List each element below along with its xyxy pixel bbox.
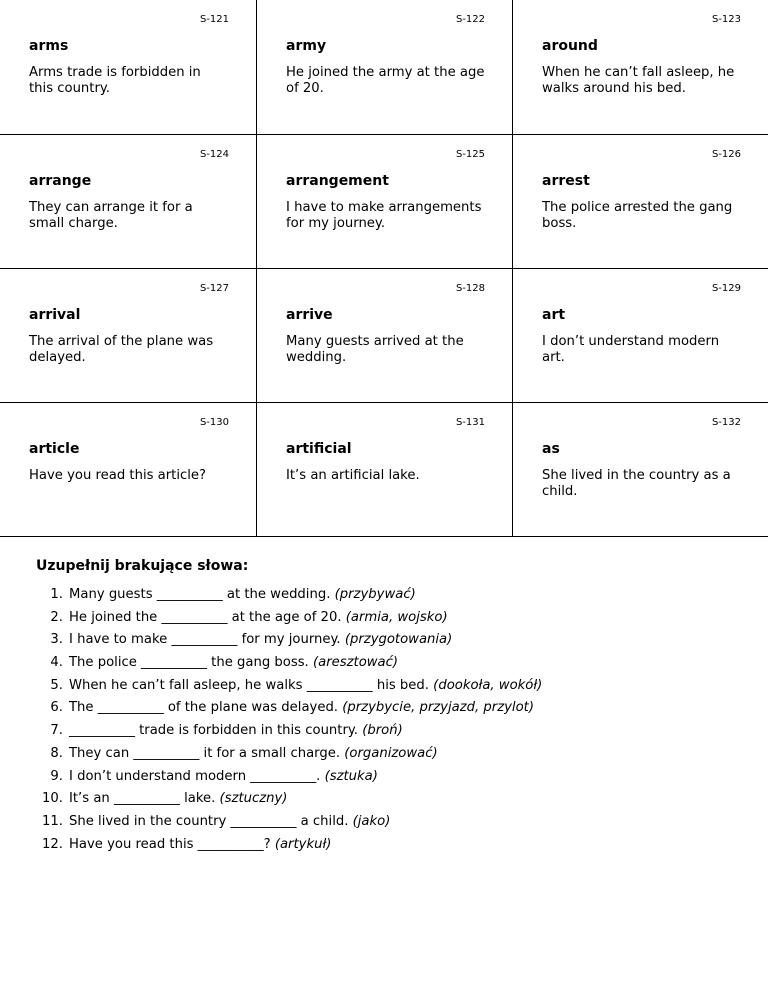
card-word: arms	[29, 38, 69, 54]
item-hint: (jako)	[352, 813, 391, 829]
card-sentence: They can arrange it for a small charge.	[29, 200, 193, 231]
item-hint: (dookoła, wokół)	[433, 677, 543, 693]
item-hint: (artykuł)	[274, 836, 332, 852]
item-number: 1.	[50, 587, 63, 602]
card-word: as	[542, 441, 560, 457]
exercise-item	[0, 678, 768, 701]
card-sentence: When he can’t fall asleep, he walks around his bed.	[542, 65, 735, 96]
card-word: artificial	[286, 441, 352, 457]
item-hint: (przygotowania)	[344, 632, 453, 648]
exercise-item	[0, 746, 768, 769]
card-word: arrival	[29, 307, 81, 323]
card-sentence: He joined the army at the age of 20.	[286, 65, 485, 96]
item-text: Have you read this __________?	[69, 836, 271, 852]
card-word: arrange	[29, 173, 92, 189]
card-sentence: Arms trade is forbidden in this country.	[29, 65, 201, 96]
exercise-item	[0, 610, 768, 633]
item-hint: (broń)	[362, 723, 403, 739]
item-text: The __________ of the plane was delayed.	[69, 700, 339, 716]
flashcard	[0, 268, 257, 402]
flashcard	[0, 0, 257, 134]
exercise-list	[0, 587, 768, 859]
card-code: S-129	[711, 283, 741, 294]
item-hint: (przybycie, przyjazd, przylot)	[342, 700, 534, 716]
item-number: 9.	[50, 768, 63, 784]
card-sentence: I have to make arrangements for my journey.	[286, 200, 482, 231]
item-text: When he can’t fall asleep, he walks __________ his bed.	[69, 677, 429, 693]
flashcard	[0, 134, 257, 268]
card-sentence: Many guests arrived at the wedding.	[286, 334, 464, 365]
item-text: I have to make __________ for my journey.	[69, 632, 341, 648]
flashcard	[513, 0, 768, 134]
card-code: S-132	[711, 417, 741, 428]
card-word: arrive	[286, 307, 333, 323]
item-text: __________ trade is forbidden in this country.	[69, 723, 358, 739]
flashcard	[257, 0, 513, 134]
card-code: S-123	[711, 14, 741, 25]
item-hint: (organizować)	[344, 745, 438, 761]
item-number: 7.	[50, 723, 63, 739]
card-sentence: It’s an artificial lake.	[286, 468, 420, 483]
item-text: She lived in the country __________ a child.	[69, 813, 349, 829]
card-word: article	[29, 441, 80, 457]
flashcard	[513, 134, 768, 268]
item-number: 5.	[50, 677, 63, 693]
flashcard	[513, 268, 768, 402]
exercise-title: Uzupełnij brakujące słowa:	[36, 558, 249, 574]
card-code: S-130	[199, 417, 229, 428]
card-word: arrangement	[286, 173, 389, 189]
card-word: around	[542, 38, 598, 54]
flashcard	[513, 402, 768, 536]
card-code: S-127	[199, 283, 229, 294]
flashcard	[0, 402, 257, 536]
item-text: Many guests __________ at the wedding.	[69, 587, 331, 602]
exercise-item	[0, 769, 768, 792]
item-number: 2.	[50, 609, 63, 625]
card-code: S-124	[199, 149, 229, 160]
item-number: 8.	[50, 745, 63, 761]
item-text: The police __________ the gang boss.	[69, 655, 309, 671]
exercise-item	[0, 723, 768, 746]
exercise-item	[0, 700, 768, 723]
card-code: S-131	[455, 417, 485, 428]
card-sentence: Have you read this article?	[29, 468, 207, 483]
exercise-item	[0, 814, 768, 837]
exercise-item	[0, 791, 768, 814]
item-text: I don’t understand modern __________.	[69, 768, 321, 784]
exercise-item	[0, 837, 768, 860]
item-hint: (sztuka)	[324, 768, 378, 784]
flashcard	[257, 134, 513, 268]
item-text: It’s an __________ lake.	[69, 791, 216, 807]
item-hint: (przybywać)	[334, 587, 416, 602]
flashcard	[257, 268, 513, 402]
item-number: 6.	[50, 700, 63, 716]
card-sentence: I don’t understand modern art.	[542, 334, 720, 365]
flashcard	[257, 402, 513, 536]
item-hint: (sztuczny)	[219, 791, 288, 807]
item-hint: (aresztować)	[312, 655, 399, 671]
item-hint: (armia, wojsko)	[345, 609, 448, 625]
item-number: 10.	[42, 791, 63, 807]
card-word: art	[542, 307, 566, 323]
card-sentence: She lived in the country as a child.	[542, 468, 731, 499]
card-code: S-126	[711, 149, 741, 160]
item-number: 3.	[50, 632, 63, 648]
item-text: They can __________ it for a small charge.	[69, 745, 341, 761]
exercise-item	[0, 587, 768, 610]
card-sentence: The arrival of the plane was delayed.	[29, 334, 214, 365]
exercise-item	[0, 632, 768, 655]
item-number: 12.	[42, 836, 63, 852]
card-code: S-121	[199, 14, 229, 25]
card-sentence: The police arrested the gang boss.	[542, 200, 733, 231]
card-code: S-125	[455, 149, 485, 160]
item-text: He joined the __________ at the age of 20.	[69, 609, 342, 625]
card-code: S-128	[455, 283, 485, 294]
item-number: 11.	[42, 813, 63, 829]
exercise-item	[0, 655, 768, 678]
card-word: arrest	[542, 173, 590, 189]
card-code: S-122	[455, 14, 485, 25]
card-word: army	[286, 38, 327, 54]
item-number: 4.	[50, 655, 63, 671]
